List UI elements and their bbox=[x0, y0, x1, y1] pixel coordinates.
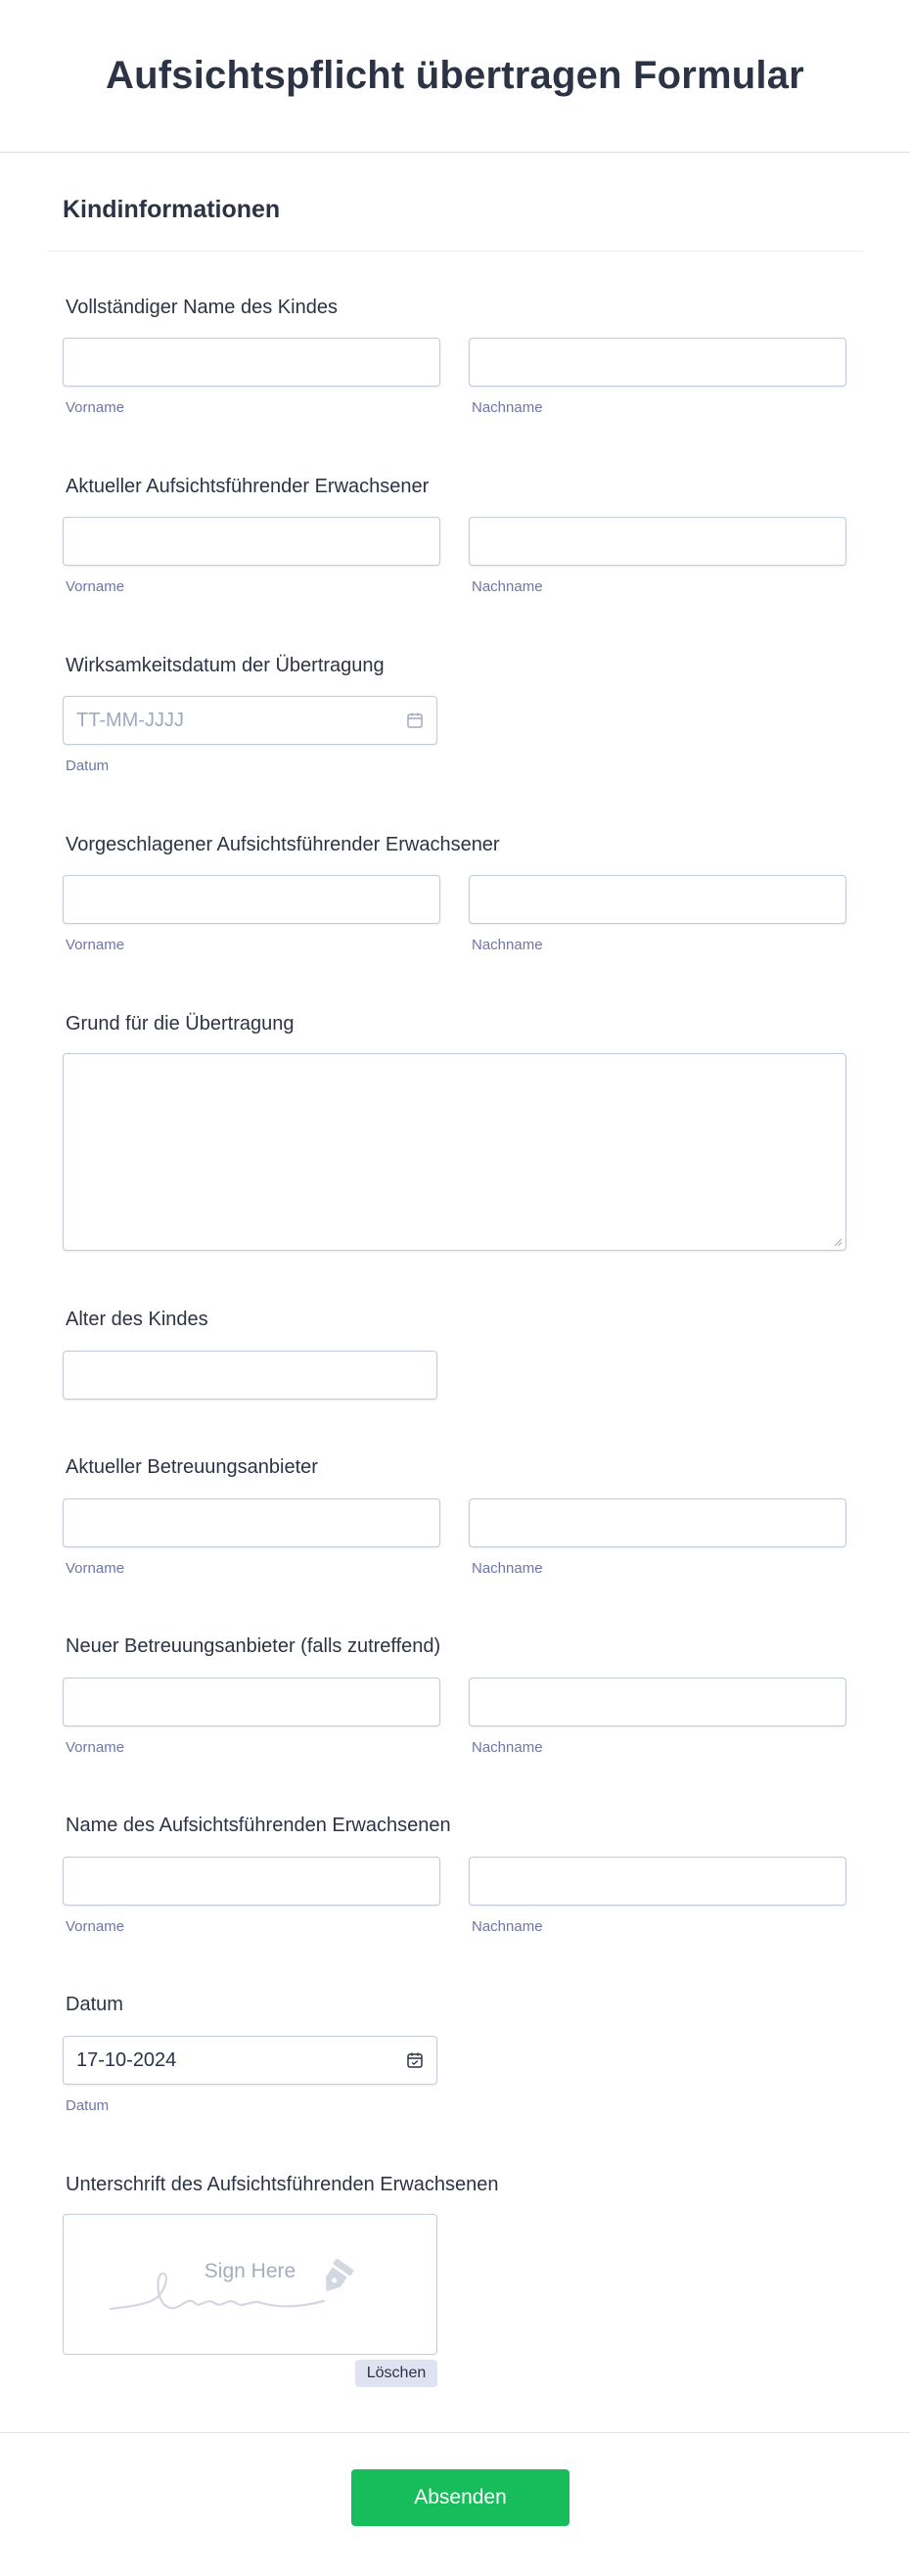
child-first-name-sublabel: Vorname bbox=[66, 399, 125, 416]
signature-label: Unterschrift des Aufsichtsführenden Erwachsenen bbox=[66, 2174, 499, 2195]
current-provider-label: Aktueller Betreuungsanbieter bbox=[66, 1456, 318, 1478]
date-input[interactable] bbox=[63, 2036, 437, 2085]
section-divider bbox=[47, 251, 863, 252]
current-provider-first-name-sublabel: Vorname bbox=[66, 1560, 125, 1577]
current-adult-first-name-input[interactable] bbox=[63, 517, 440, 566]
child-first-name-input[interactable] bbox=[63, 338, 440, 387]
proposed-adult-label: Vorgeschlagener Aufsichtsführender Erwachsener bbox=[66, 834, 500, 855]
new-provider-first-name-sublabel: Vorname bbox=[66, 1739, 125, 1756]
signature-placeholder: Sign Here bbox=[204, 2260, 296, 2282]
current-adult-last-name-input[interactable] bbox=[469, 517, 846, 566]
reason-textarea[interactable] bbox=[63, 1053, 846, 1251]
current-provider-first-name-input[interactable] bbox=[63, 1498, 440, 1547]
child-age-label: Alter des Kindes bbox=[66, 1309, 208, 1330]
date-label: Datum bbox=[66, 1994, 123, 2015]
proposed-adult-first-name-sublabel: Vorname bbox=[66, 937, 125, 953]
reason-label: Grund für die Übertragung bbox=[66, 1013, 295, 1035]
supervisor-last-name-input[interactable] bbox=[469, 1857, 846, 1906]
new-provider-last-name-sublabel: Nachname bbox=[472, 1739, 543, 1756]
effective-date-placeholder: TT-MM-JJJJ bbox=[76, 709, 184, 731]
supervisor-last-name-sublabel: Nachname bbox=[472, 1918, 543, 1935]
proposed-adult-last-name-input[interactable] bbox=[469, 875, 846, 924]
supervisor-first-name-input[interactable] bbox=[63, 1857, 440, 1906]
form-header bbox=[0, 0, 910, 153]
proposed-adult-first-name-input[interactable] bbox=[63, 875, 440, 924]
new-provider-last-name-input[interactable] bbox=[469, 1678, 846, 1726]
footer-divider bbox=[0, 2432, 910, 2433]
child-name-label: Vollständiger Name des Kindes bbox=[66, 297, 338, 318]
submit-button[interactable]: Absenden bbox=[351, 2469, 569, 2526]
child-last-name-input[interactable] bbox=[469, 338, 846, 387]
supervisor-first-name-sublabel: Vorname bbox=[66, 1918, 125, 1935]
effective-date-sublabel: Datum bbox=[66, 758, 110, 774]
new-provider-label: Neuer Betreuungsanbieter (falls zutreffend) bbox=[66, 1635, 441, 1657]
effective-date-input[interactable] bbox=[63, 696, 437, 745]
current-adult-label: Aktueller Aufsichtsführender Erwachsener bbox=[66, 476, 430, 497]
form-title: Aufsichtspflicht übertragen Formular bbox=[106, 54, 804, 97]
date-value: 17-10-2024 bbox=[76, 2048, 177, 2071]
current-provider-last-name-input[interactable] bbox=[469, 1498, 846, 1547]
calendar-icon[interactable] bbox=[406, 712, 424, 729]
child-last-name-sublabel: Nachname bbox=[472, 399, 543, 416]
child-age-input[interactable] bbox=[63, 1351, 437, 1400]
current-provider-last-name-sublabel: Nachname bbox=[472, 1560, 543, 1577]
current-adult-first-name-sublabel: Vorname bbox=[66, 578, 125, 595]
new-provider-first-name-input[interactable] bbox=[63, 1678, 440, 1726]
section-title: Kindinformationen bbox=[63, 196, 281, 223]
supervisor-name-label: Name des Aufsichtsführenden Erwachsenen bbox=[66, 1815, 451, 1836]
date-sublabel: Datum bbox=[66, 2097, 110, 2114]
calendar-icon[interactable] bbox=[406, 2051, 424, 2069]
signature-pad[interactable] bbox=[63, 2214, 437, 2355]
effective-date-label: Wirksamkeitsdatum der Übertragung bbox=[66, 655, 385, 676]
proposed-adult-last-name-sublabel: Nachname bbox=[472, 937, 543, 953]
clear-signature-button[interactable]: Löschen bbox=[355, 2360, 437, 2387]
current-adult-last-name-sublabel: Nachname bbox=[472, 578, 543, 595]
resize-handle-icon[interactable] bbox=[833, 1237, 842, 1247]
